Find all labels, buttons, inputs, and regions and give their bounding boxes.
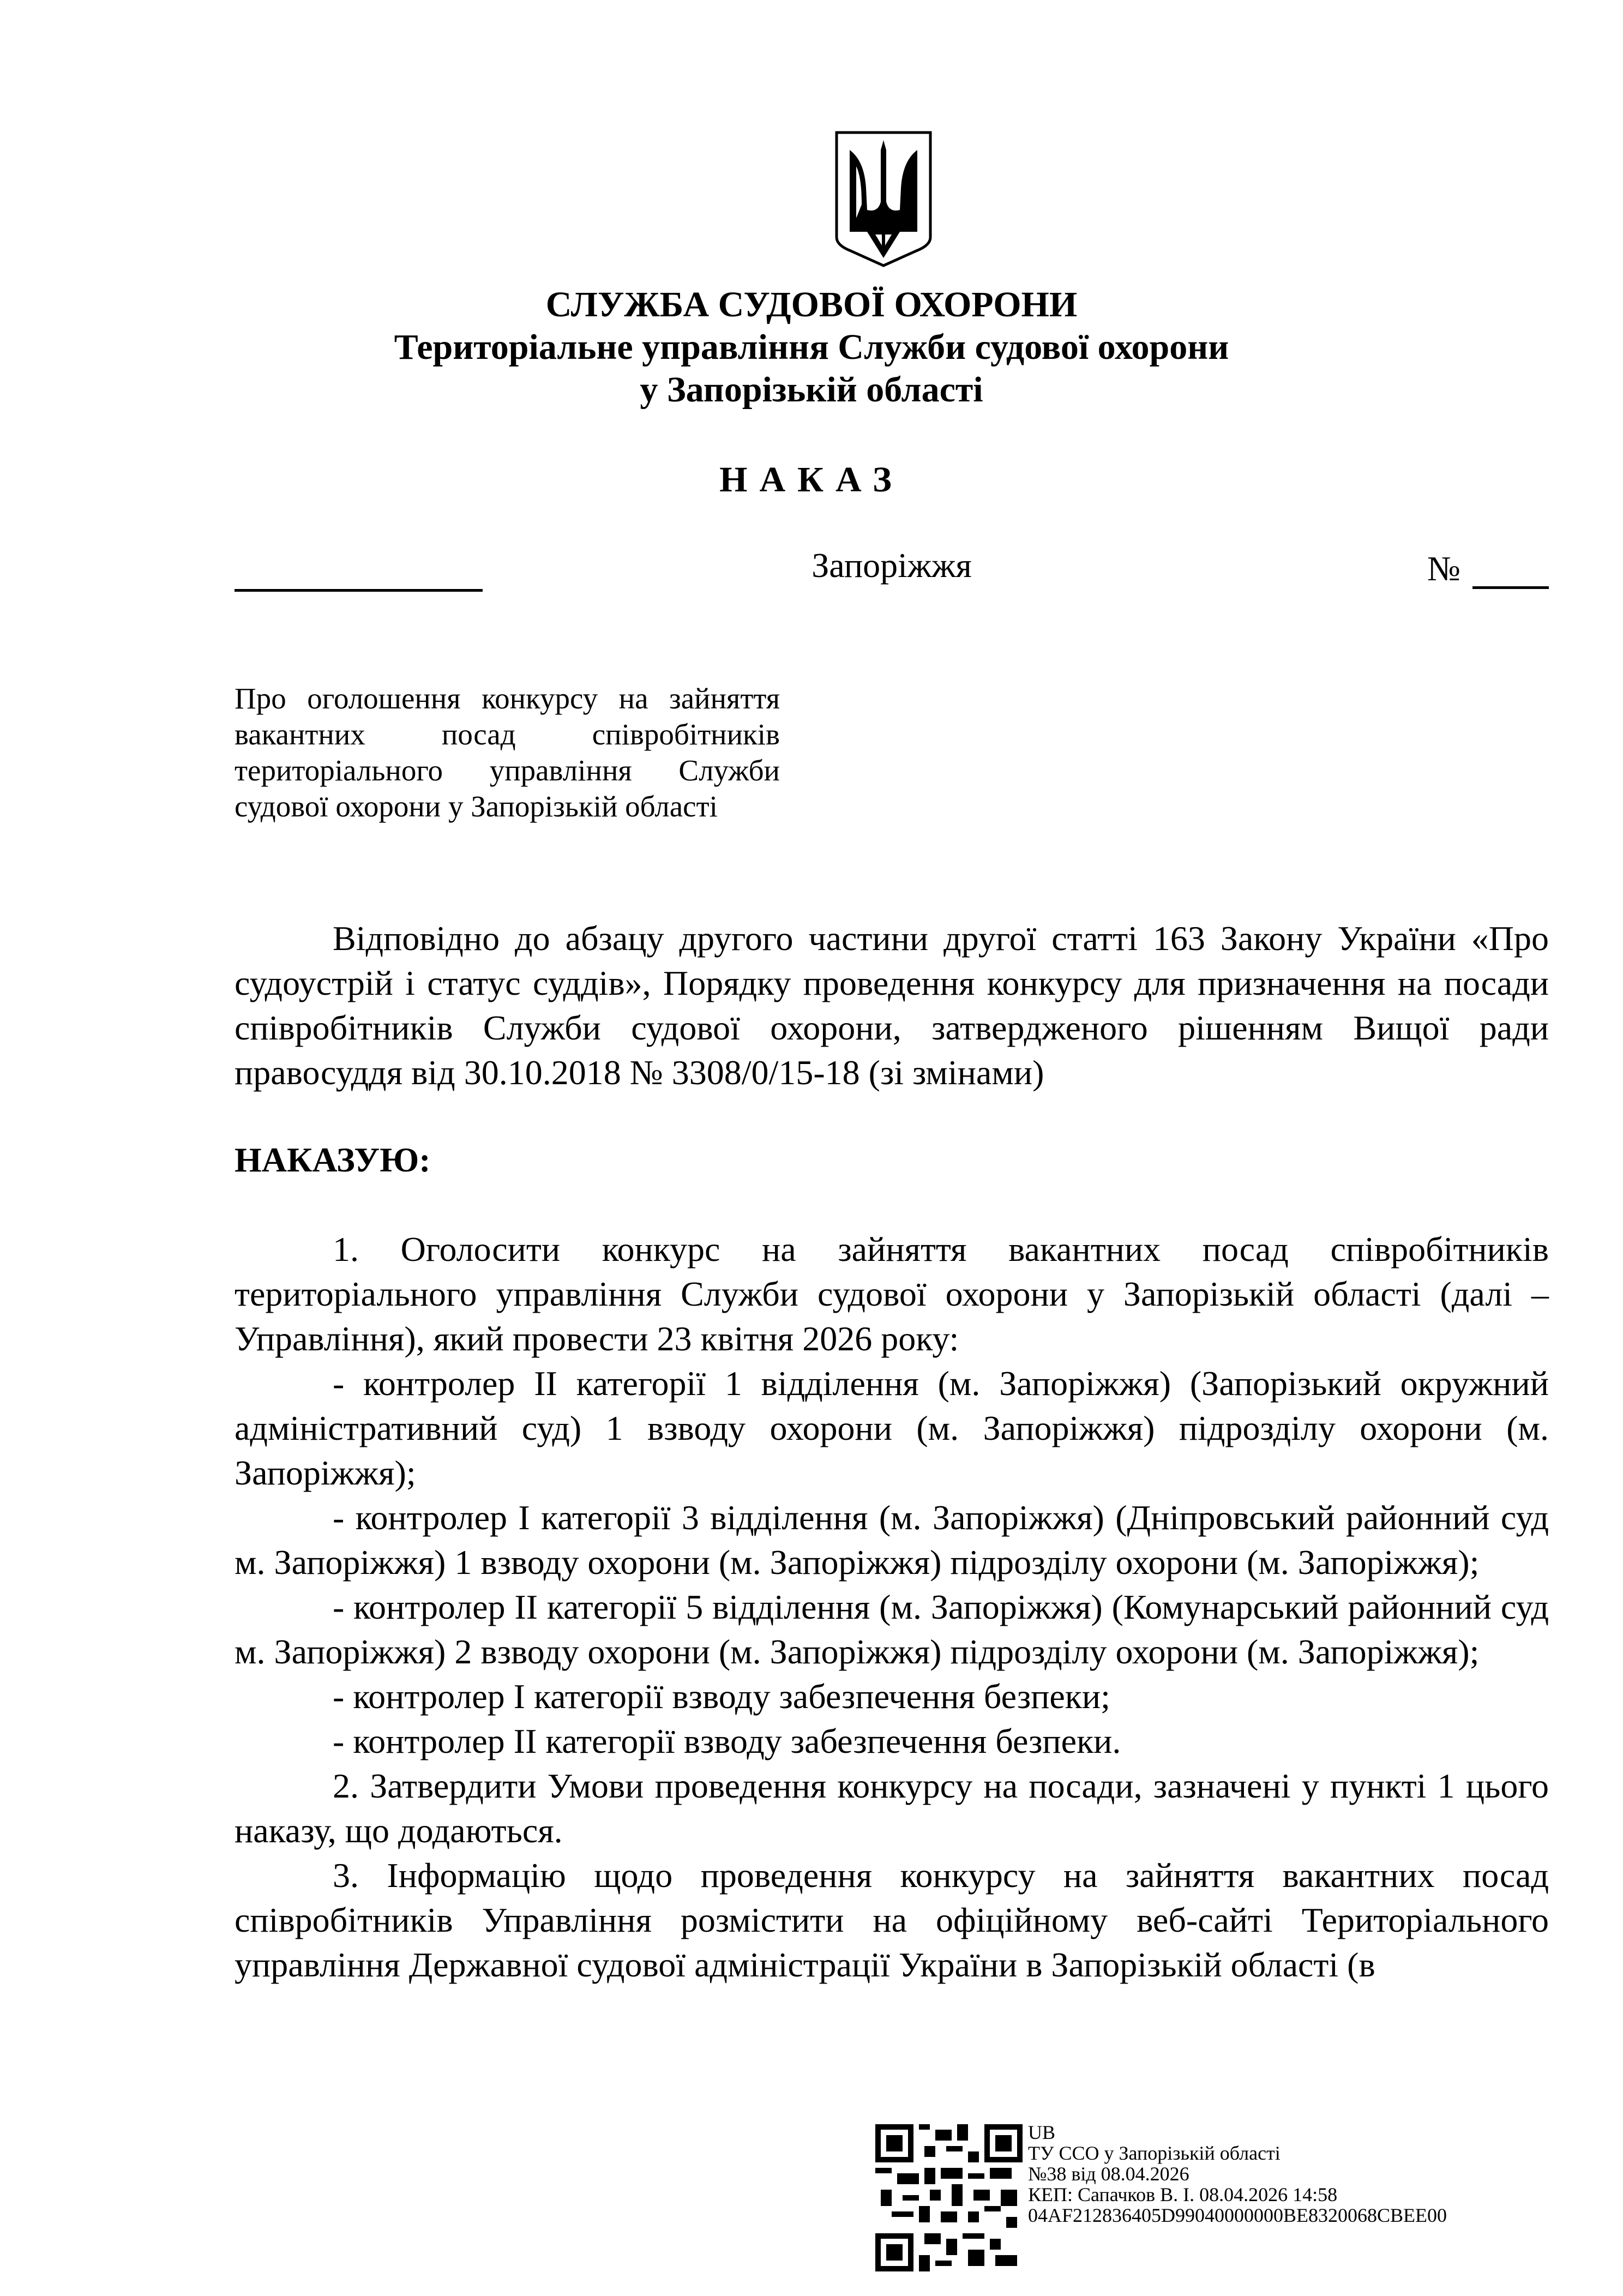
signature-details xyxy=(1028,2122,1447,2271)
stamp-signer: КЕП: Сапачков В. І. 08.04.2026 14:58 xyxy=(1028,2184,1338,2205)
order-item: 3. Інформацію щодо проведення конкурсу на зайняття вакантних посад співробітників Управління розмістити на офіційному веб-сайті Територіального управління Державної судової адміністрації України в Запорізькій області (в xyxy=(235,1856,1549,1984)
number-blank-line xyxy=(1472,545,1549,589)
order-item: - контролер ІІ категорії взводу забезпечення безпеки. xyxy=(333,1722,1121,1760)
legal-basis-text: Відповідно до абзацу другого частини другої статті 163 Закону України «Про судоустрій і статус суддів», Порядку проведення конкурсу для призначення на посади співробітників Служби судової охорони, затвердженого рішенням Вищої ради правосуддя від 30.10.2018 № 3308/0/15-18 (зі змінами) xyxy=(235,919,1549,1092)
stamp-organization: ТУ ССО у Запорізькій області xyxy=(1028,2142,1281,2164)
order-item: - контролер І категорії 3 відділення (м. Запоріжжя) (Дніпровський районний суд м. Запоріжжя) 1 взводу охорони (м. Запоріжжя) підрозділу охорони (м. Запоріжжя); xyxy=(235,1498,1549,1582)
stamp-registration: №38 від 08.04.2026 xyxy=(1028,2163,1189,2185)
order-item: - контролер ІІ категорії 5 відділення (м. Запоріжжя) (Комунарський районний суд м. Запоріжжя) 2 взводу охорони (м. Запоріжжя) підрозділу охорони (м. Запоріжжя); xyxy=(235,1588,1549,1671)
dateline xyxy=(235,545,1549,594)
date-blank-line xyxy=(235,589,483,592)
order-number xyxy=(1427,545,1549,589)
order-subject: Про оголошення конкурсу на зайняття вакантних посад співробітників територіального управління Служби судової охорони у Запорізькій області xyxy=(235,682,780,823)
coat-of-arms-trident-icon xyxy=(834,128,933,267)
order-items xyxy=(235,1227,1549,1987)
header-division-name: Територіальне управління Служби судової охорони xyxy=(394,327,1229,367)
stamp-certificate-id: 04AF212836405D99040000000BE8320068CBEE00 xyxy=(1028,2204,1447,2226)
legal-basis xyxy=(235,916,1549,1095)
signature-stamp xyxy=(875,2121,1447,2271)
document-type-title: НАКАЗ xyxy=(719,460,904,500)
header-region: у Запорізькій області xyxy=(640,370,983,410)
number-label: № xyxy=(1427,549,1460,588)
order-item: 1. Оголосити конкурс на зайняття вакантних посад співробітників територіального управління Служби судової охорони у Запорізькій області (далі – Управління), який провести 23 квітня 2026 року: xyxy=(235,1230,1549,1358)
stamp-code: UB xyxy=(1028,2121,1056,2143)
qr-code-icon[interactable] xyxy=(875,2124,1023,2271)
order-item: - контролер І категорії взводу забезпечення безпеки; xyxy=(333,1677,1110,1716)
order-item: 2. Затвердити Умови проведення конкурсу на посади, зазначені у пункті 1 цього наказу, що додаються. xyxy=(235,1766,1549,1850)
order-word: НАКАЗУЮ: xyxy=(235,1140,431,1179)
city-name: Запоріжжя xyxy=(812,546,972,585)
order-item: - контролер ІІ категорії 1 відділення (м. Запоріжжя) (Запорізький окружний адміністративний суд) 1 взводу охорони (м. Запоріжжя) підрозділу охорони (м. Запоріжжя); xyxy=(235,1364,1549,1492)
header-org-name: СЛУЖБА СУДОВОЇ ОХОРОНИ xyxy=(545,285,1078,324)
